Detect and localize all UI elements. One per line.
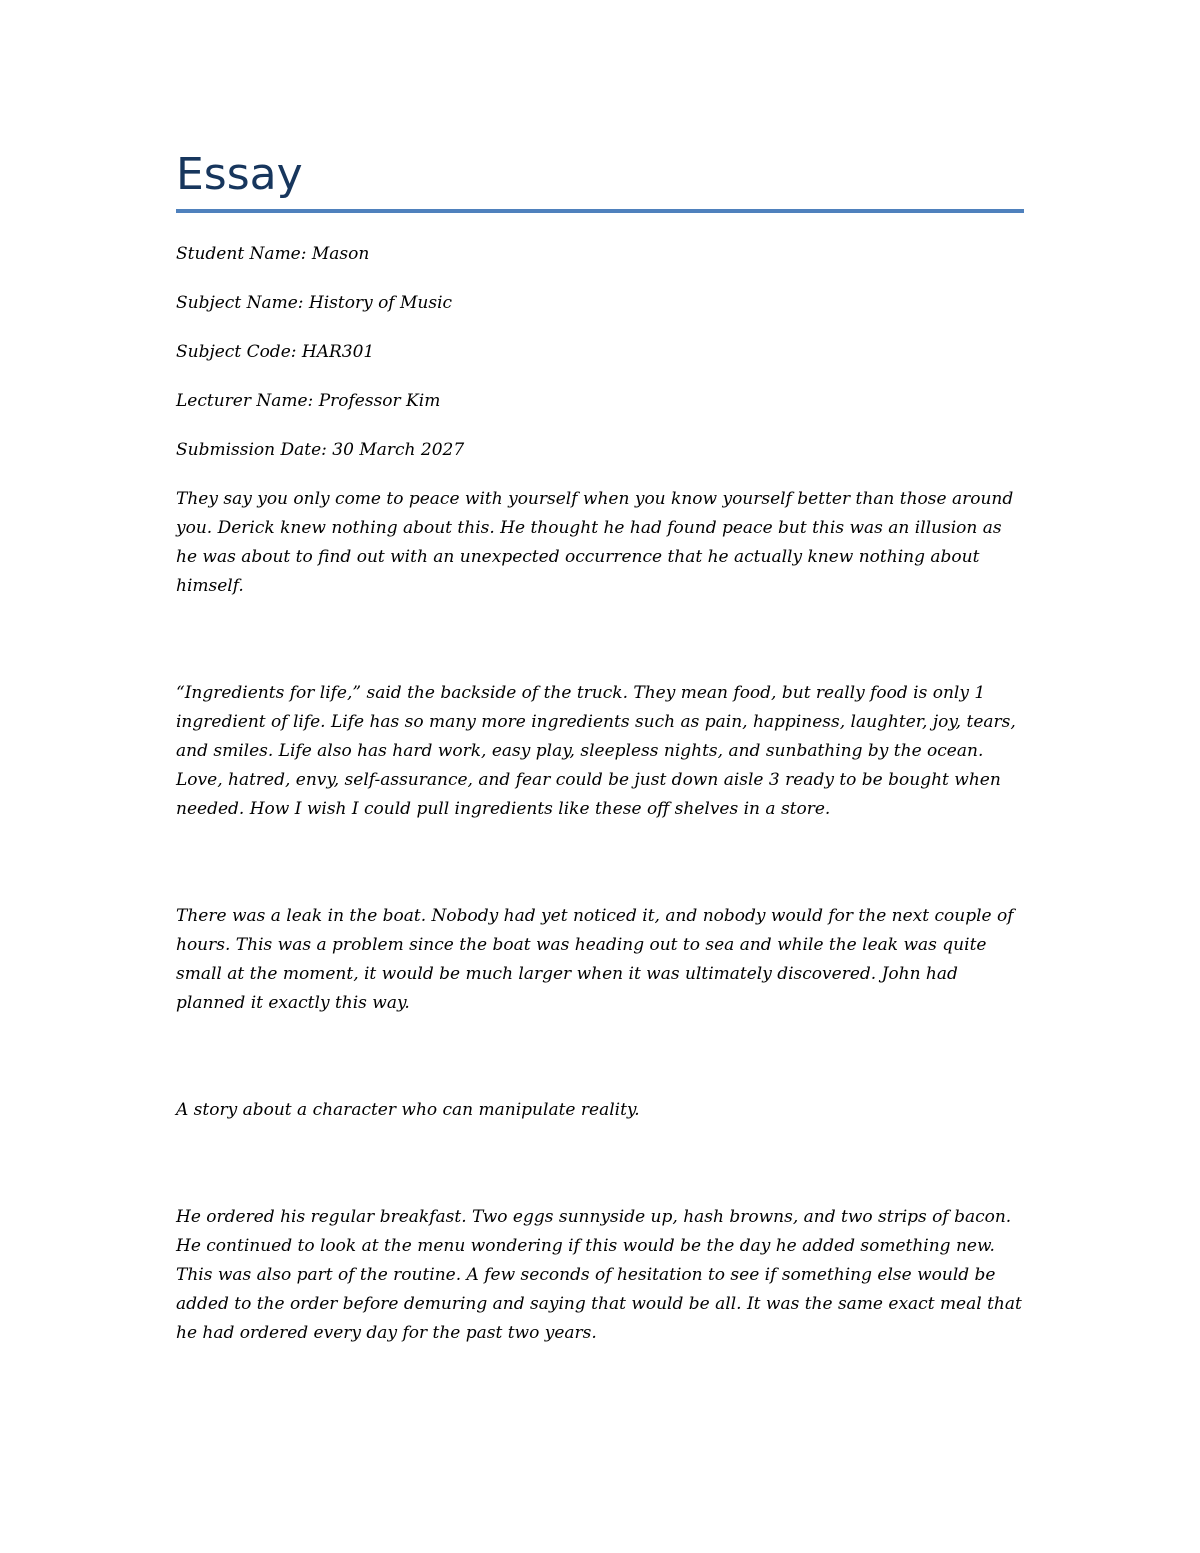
blank-line: [176, 621, 1024, 679]
document-body: [176, 240, 1024, 1348]
paragraph-boat: There was a leak in the boat. Nobody had yet noticed it, and nobody would for the next couple of hours. This was a problem since the boat was heading out to sea and while the leak was quite small at the moment, it would be much larger when it was ultimately discovered. John had planned it exactly this way.: [176, 906, 1014, 1013]
paragraph-breakfast: He ordered his regular breakfast. Two eggs sunnyside up, hash browns, and two strips of bacon. He continued to look at the menu wondering if this would be the day he added something new. This was also part of the routine. A few seconds of hesitation to see if something else would be added to the order before demuring and saying that would be all. It was the same exact meal that he had ordered every day for the past two years.: [176, 1207, 1022, 1343]
blank-line: [176, 844, 1024, 902]
title-underline: [176, 209, 1024, 213]
submission-date: Submission Date: 30 March 2027: [176, 440, 465, 460]
subject-code: Subject Code: HAR301: [176, 342, 375, 362]
paragraph-spacer: [176, 601, 1024, 621]
paragraph-spacer: [176, 1125, 1024, 1145]
paragraph-spacer: [176, 1018, 1024, 1038]
lecturer-name: Lecturer Name: Professor Kim: [176, 391, 441, 411]
paragraph-spacer: [176, 824, 1024, 844]
document-title: Essay: [176, 149, 303, 200]
blank-line: [176, 1145, 1024, 1203]
paragraph-intro: They say you only come to peace with yourself when you know yourself better than those around you. Derick knew nothing about this. He thought he had found peace but this was an illusion as he was about to find out with an unexpected occurrence that he actually knew nothing about himself.: [176, 489, 1014, 596]
blank-line: [176, 1038, 1024, 1096]
subject-name: Subject Name: History of Music: [176, 293, 453, 313]
paragraph-ingredients: “Ingredients for life,” said the backside of the truck. They mean food, but really food is only 1 ingredient of life. Life has so many more ingredients such as pain, happiness, laughter, joy, tears, and smiles. Life also has hard work, easy play, sleepless nights, and sunbathing by the ocean. Love, hatred, envy, self-assurance, and fear could be just down aisle 3 ready to be bought when needed. How I wish I could pull ingredients like these off shelves in a store.: [176, 683, 1016, 819]
student-name: Student Name: Mason: [176, 244, 370, 264]
paragraph-story-prompt: A story about a character who can manipulate reality.: [176, 1100, 640, 1120]
